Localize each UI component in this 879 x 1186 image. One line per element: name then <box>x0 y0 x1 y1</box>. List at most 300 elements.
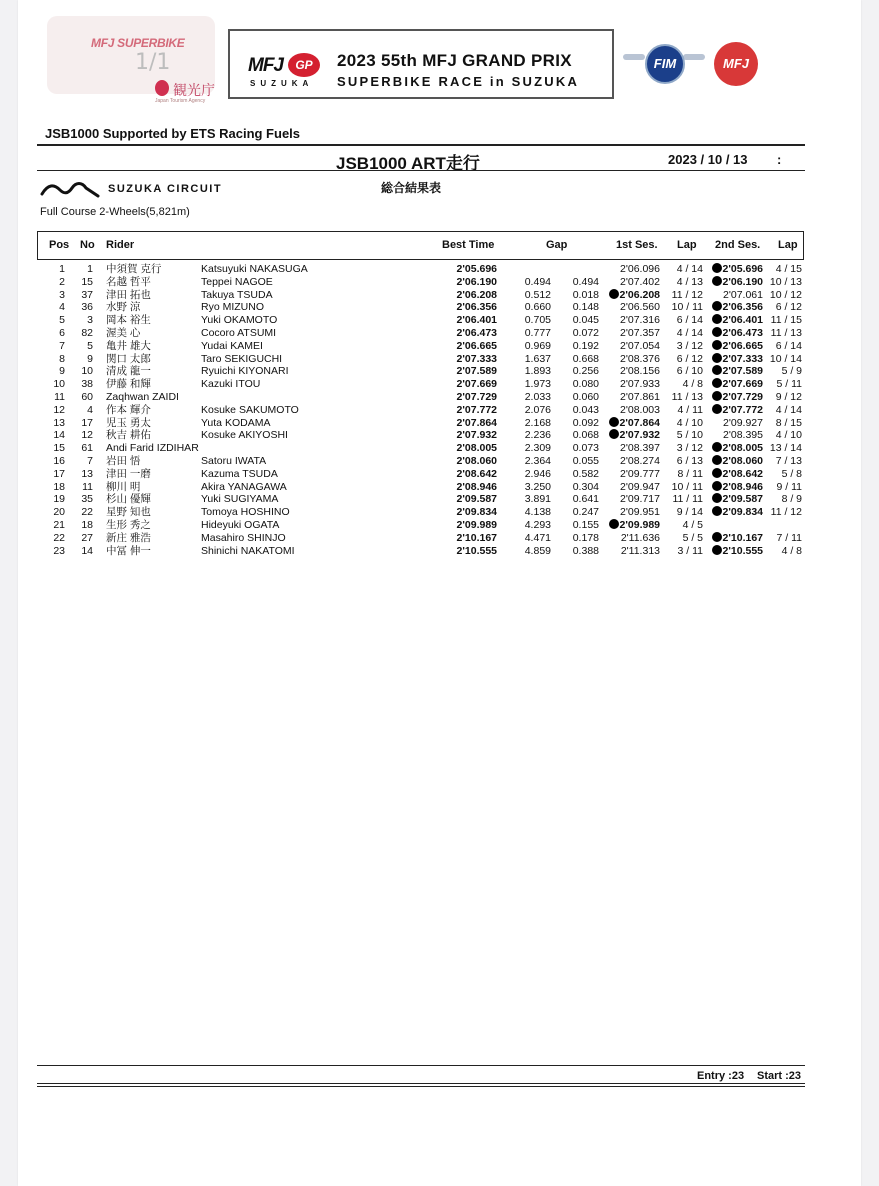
cell-pos: 9 <box>59 365 65 378</box>
cell-2nd-session <box>705 378 763 391</box>
cell-pos: 8 <box>59 352 65 365</box>
cell-lap-2: 11 / 12 <box>770 506 802 519</box>
col-best-time: Best Time <box>442 239 495 251</box>
table-row <box>0 353 879 366</box>
cell-1st-session <box>602 429 660 442</box>
tourism-agency-icon <box>155 80 169 96</box>
cell-2nd-session <box>705 532 763 545</box>
circuit-map-icon <box>40 178 104 202</box>
cell-pos: 1 <box>59 263 65 275</box>
superbike-logo: MFJ SUPERBIKE <box>91 36 185 50</box>
cell-rider-jp: 津田 拓也 <box>106 288 151 301</box>
cell-lap-2: 5 / 9 <box>781 365 802 378</box>
cell-best-time: 2'09.587 <box>456 493 497 506</box>
cell-interval: 0.494 <box>572 275 599 288</box>
cell-rider-jp: 渥美 心 <box>106 327 141 339</box>
cell-best-time: 2'07.932 <box>456 429 497 442</box>
col-lap-1: Lap <box>677 239 697 251</box>
cell-lap-1: 10 / 11 <box>671 480 703 493</box>
cell-interval: 0.178 <box>572 531 599 544</box>
fastest-lap-time: 2'10.555 <box>722 544 763 557</box>
cell-1st-session: 2'09.717 <box>620 493 660 506</box>
cell-interval: 0.582 <box>572 467 599 480</box>
cell-no: 7 <box>87 455 93 467</box>
cell-1st-session: 2'06.096 <box>620 263 660 275</box>
cell-no: 10 <box>81 365 93 378</box>
divider <box>37 1086 805 1087</box>
table-row <box>0 442 879 455</box>
cell-pos: 2 <box>59 275 65 288</box>
fastest-lap-time: 2'07.729 <box>722 391 763 403</box>
cell-1st-session: 2'09.951 <box>620 506 660 519</box>
cell-lap-1: 11 / 11 <box>672 493 703 506</box>
cell-lap-1: 11 / 13 <box>671 391 703 403</box>
fastest-lap-time: 2'08.060 <box>722 455 763 467</box>
mfj-gp-logo <box>248 51 322 87</box>
cell-best-time: 2'08.005 <box>456 442 497 455</box>
cell-best-time: 2'08.946 <box>456 480 497 493</box>
cell-lap-1: 3 / 12 <box>676 339 703 352</box>
cell-lap-2: 10 / 13 <box>769 275 802 288</box>
col-gap: Gap <box>546 239 568 251</box>
course-info: Full Course 2-Wheels(5,821m) <box>40 206 190 218</box>
cell-2nd-session <box>705 506 763 519</box>
cell-pos: 12 <box>53 403 65 416</box>
cell-2nd-session <box>705 301 763 314</box>
cell-1st-session: 2'11.313 <box>620 544 660 557</box>
cell-rider-en: Yuta KODAMA <box>201 416 271 429</box>
fastest-lap-time: 2'07.589 <box>722 365 763 378</box>
fastest-lap-marker-icon <box>712 340 722 350</box>
cell-gap: 4.471 <box>524 531 551 544</box>
cell-interval: 0.018 <box>572 288 599 301</box>
cell-interval: 0.148 <box>572 301 599 314</box>
cell-gap: 2.168 <box>524 416 551 429</box>
cell-best-time: 2'10.167 <box>456 531 497 544</box>
cell-best-time: 2'07.333 <box>456 352 497 365</box>
cell-no: 61 <box>81 442 93 455</box>
cell-rider-jp: 児玉 勇太 <box>106 416 151 429</box>
suzuka-wordmark: SUZUKA <box>250 79 314 88</box>
fastest-lap-marker-icon <box>609 289 619 299</box>
cell-no: 4 <box>87 403 93 416</box>
fastest-lap-time: 2'08.946 <box>722 480 763 493</box>
cell-rider-en: Katsuyuki NAKASUGA <box>201 263 308 275</box>
cell-best-time: 2'07.589 <box>456 365 497 378</box>
cell-2nd-session <box>705 276 763 289</box>
fastest-lap-time: 2'06.208 <box>619 288 660 301</box>
cell-no: 5 <box>87 339 93 352</box>
table-row <box>0 493 879 506</box>
results-subtitle: 総合結果表 <box>381 181 442 195</box>
cell-interval: 0.668 <box>572 352 599 365</box>
cell-lap-1: 6 / 14 <box>676 314 703 327</box>
cell-rider-jp: 津田 一磨 <box>106 467 151 480</box>
cell-2nd-session <box>705 263 763 276</box>
cell-best-time: 2'06.665 <box>456 339 497 352</box>
cell-2nd-session <box>705 353 763 366</box>
fastest-lap-time: 2'09.587 <box>722 493 763 506</box>
cell-interval: 0.072 <box>572 327 599 339</box>
cell-pos: 23 <box>53 544 65 557</box>
cell-no: 82 <box>81 327 93 339</box>
cell-interval: 0.055 <box>572 455 599 467</box>
cell-gap: 2.076 <box>524 403 551 416</box>
cell-best-time: 2'06.208 <box>456 288 497 301</box>
cell-lap-2: 4 / 8 <box>781 544 802 557</box>
cell-1st-session: 2'06.560 <box>620 301 660 314</box>
col-no: No <box>80 239 95 251</box>
divider <box>37 170 805 171</box>
sponsor-banner <box>47 16 215 104</box>
cell-2nd-session <box>705 468 763 481</box>
cell-lap-1: 4 / 13 <box>676 275 703 288</box>
cell-lap-1: 6 / 10 <box>676 365 703 378</box>
cell-2nd-session <box>705 391 763 404</box>
cell-gap: 0.705 <box>524 314 551 327</box>
cell-lap-1: 8 / 11 <box>677 467 703 480</box>
fastest-lap-marker-icon <box>712 404 722 414</box>
cell-best-time: 2'05.696 <box>456 263 497 275</box>
cell-lap-2: 4 / 10 <box>775 429 802 442</box>
cell-pos: 22 <box>53 531 65 544</box>
cell-best-time: 2'06.190 <box>456 275 497 288</box>
cell-lap-1: 3 / 11 <box>677 544 703 557</box>
divider <box>37 144 805 146</box>
fastest-lap-marker-icon <box>609 417 619 427</box>
cell-pos: 5 <box>59 314 65 327</box>
cell-lap-2: 11 / 15 <box>770 314 802 327</box>
cell-interval: 0.080 <box>572 378 599 391</box>
cell-lap-1: 4 / 8 <box>682 378 703 391</box>
cell-lap-1: 11 / 12 <box>671 288 703 301</box>
fastest-lap-marker-icon <box>712 378 722 388</box>
cell-rider-en: Kosuke AKIYOSHI <box>201 429 288 442</box>
cell-1st-session: 2'07.054 <box>620 339 660 352</box>
table-row <box>0 327 879 340</box>
entry-count: Entry :23 <box>697 1070 745 1082</box>
cell-no: 3 <box>87 314 93 327</box>
cell-no: 15 <box>81 275 93 288</box>
cell-lap-1: 6 / 13 <box>676 455 703 467</box>
cell-rider-jp: 作本 輝介 <box>106 403 151 416</box>
fastest-lap-marker-icon <box>712 391 722 401</box>
cell-rider-en: Taro SEKIGUCHI <box>201 352 283 365</box>
table-row <box>0 340 879 353</box>
cell-rider-en: Yuki OKAMOTO <box>201 314 278 327</box>
cell-gap: 4.138 <box>524 506 551 519</box>
tourism-agency-label: 観光庁 <box>173 82 215 98</box>
table-row <box>0 289 879 302</box>
cell-gap: 2.236 <box>524 429 551 442</box>
cell-1st-session: 2'07.357 <box>620 327 660 339</box>
cell-rider-en: Kosuke SAKUMOTO <box>201 403 299 416</box>
cell-interval: 0.092 <box>572 416 599 429</box>
table-row <box>0 391 879 404</box>
fastest-lap-time: 2'07.333 <box>722 352 763 365</box>
cell-best-time: 2'07.669 <box>456 378 497 391</box>
cell-interval: 0.043 <box>572 403 599 416</box>
session-date: 2023 / 10 / 13 <box>668 152 748 167</box>
fastest-lap-marker-icon <box>712 327 722 337</box>
fastest-lap-marker-icon <box>712 468 722 478</box>
cell-interval: 0.060 <box>572 391 599 403</box>
table-row <box>0 506 879 519</box>
cell-1st-session: 2'07.316 <box>620 314 660 327</box>
cell-rider-jp: 星野 知也 <box>106 506 151 519</box>
cell-pos: 18 <box>53 480 65 493</box>
cell-no: 1 <box>87 263 93 275</box>
fastest-lap-marker-icon <box>712 442 722 452</box>
cell-gap: 3.250 <box>524 480 551 493</box>
cell-rider-jp: 秋吉 耕佑 <box>106 429 151 442</box>
fastest-lap-time: 2'06.473 <box>722 327 763 339</box>
cell-no: 14 <box>81 544 93 557</box>
cell-rider-en: Tomoya HOSHINO <box>201 506 290 519</box>
cell-lap-2: 8 / 15 <box>775 416 802 429</box>
fastest-lap-time: 2'10.167 <box>722 531 763 544</box>
cell-rider-jp: 新庄 雅浩 <box>106 531 151 544</box>
cell-lap-2: 7 / 11 <box>776 531 802 544</box>
fim-logo <box>623 44 705 84</box>
cell-rider-jp: 水野 涼 <box>106 301 141 314</box>
cell-lap-2: 11 / 13 <box>770 327 802 339</box>
cell-2nd-session <box>705 442 763 455</box>
table-row <box>0 263 879 276</box>
cell-pos: 3 <box>59 288 65 301</box>
cell-pos: 19 <box>53 493 65 506</box>
page-indicator: 1/1 <box>135 50 171 75</box>
fastest-lap-marker-icon <box>712 545 722 555</box>
cell-interval: 0.068 <box>572 429 599 442</box>
cell-gap: 2.946 <box>524 467 551 480</box>
cell-lap-1: 4 / 10 <box>676 416 703 429</box>
cell-rider-jp: 亀井 雄大 <box>106 339 151 352</box>
cell-2nd-session <box>705 404 763 417</box>
cell-no: 60 <box>81 391 93 403</box>
session-time: : <box>777 152 782 167</box>
cell-1st-session: 2'08.156 <box>620 365 660 378</box>
cell-gap: 0.777 <box>524 327 551 339</box>
fastest-lap-marker-icon <box>712 276 722 286</box>
table-row <box>0 378 879 391</box>
cell-rider-en: Kazuma TSUDA <box>201 467 278 480</box>
cell-lap-2: 10 / 14 <box>769 352 802 365</box>
fastest-lap-time: 2'05.696 <box>722 263 763 275</box>
cell-pos: 10 <box>53 378 65 391</box>
cell-no: 38 <box>81 378 93 391</box>
table-row <box>0 481 879 494</box>
cell-rider-jp: 名越 哲平 <box>106 275 151 288</box>
cell-best-time: 2'08.060 <box>456 455 497 467</box>
cell-rider-en: Ryo MIZUNO <box>201 301 264 314</box>
cell-interval: 0.155 <box>572 519 599 531</box>
cell-rider-jp: 清成 龍一 <box>106 365 151 378</box>
cell-lap-2: 8 / 9 <box>781 493 802 506</box>
cell-gap: 1.973 <box>524 378 551 391</box>
cell-gap: 4.859 <box>524 544 551 557</box>
cell-gap: 0.660 <box>524 301 551 314</box>
cell-2nd-session <box>705 481 763 494</box>
cell-rider-en: Hideyuki OGATA <box>201 519 280 531</box>
col-pos: Pos <box>49 239 70 251</box>
cell-pos: 6 <box>59 327 65 339</box>
cell-2nd-session <box>705 365 763 378</box>
cell-lap-2: 9 / 12 <box>775 391 802 403</box>
cell-rider-jp: Zaqhwan ZAIDI <box>106 391 179 403</box>
table-row <box>0 532 879 545</box>
cell-rider-jp: 岡本 裕生 <box>106 314 151 327</box>
cell-1st-session <box>602 417 660 430</box>
cell-1st-session <box>602 289 660 302</box>
fastest-lap-time: 2'07.669 <box>722 378 763 391</box>
cell-best-time: 2'08.642 <box>456 467 497 480</box>
cell-no: 13 <box>81 467 93 480</box>
cell-interval: 0.256 <box>572 365 599 378</box>
cell-lap-1: 3 / 12 <box>676 442 703 455</box>
cell-gap: 0.969 <box>524 339 551 352</box>
cell-gap: 0.494 <box>524 275 551 288</box>
fastest-lap-marker-icon <box>609 519 619 529</box>
cell-lap-1: 5 / 10 <box>676 429 703 442</box>
fastest-lap-time: 2'07.864 <box>619 416 660 429</box>
cell-rider-jp: 伊藤 和輝 <box>106 378 151 391</box>
cell-2nd-session: 2'09.927 <box>723 416 763 429</box>
event-banner <box>228 29 614 99</box>
cell-lap-2: 9 / 11 <box>776 480 802 493</box>
fastest-lap-marker-icon <box>712 481 722 491</box>
fastest-lap-time: 2'07.932 <box>619 429 660 442</box>
cell-2nd-session <box>705 314 763 327</box>
fastest-lap-marker-icon <box>712 493 722 503</box>
cell-rider-en: Yuki SUGIYAMA <box>201 493 279 506</box>
cell-pos: 14 <box>53 429 65 442</box>
col-1st-session: 1st Ses. <box>616 239 658 251</box>
fim-badge: FIM <box>645 44 685 84</box>
cell-2nd-session <box>705 493 763 506</box>
banner-line-2: SUPERBIKE RACE in SUZUKA <box>337 74 580 89</box>
cell-rider-en: Cocoro ATSUMI <box>201 327 277 339</box>
fastest-lap-time: 2'09.989 <box>619 519 660 531</box>
fastest-lap-time: 2'07.772 <box>722 403 763 416</box>
fastest-lap-marker-icon <box>712 455 722 465</box>
cell-interval: 0.304 <box>572 480 599 493</box>
cell-rider-jp: 柳川 明 <box>106 480 141 493</box>
cell-1st-session: 2'08.003 <box>620 403 660 416</box>
cell-gap: 2.364 <box>524 455 551 467</box>
cell-gap: 2.309 <box>524 442 551 455</box>
cell-1st-session: 2'08.376 <box>620 352 660 365</box>
fastest-lap-time: 2'08.642 <box>722 467 763 480</box>
page-title: JSB1000 ART走行 <box>336 154 480 173</box>
cell-lap-1: 9 / 14 <box>676 506 703 519</box>
divider <box>37 1065 805 1066</box>
cell-1st-session: 2'07.402 <box>620 275 660 288</box>
fim-wing-right <box>683 54 705 60</box>
fastest-lap-time: 2'06.356 <box>722 301 763 314</box>
cell-best-time: 2'06.356 <box>456 301 497 314</box>
fastest-lap-marker-icon <box>712 301 722 311</box>
cell-no: 12 <box>81 429 93 442</box>
cell-rider-jp: 岩田 悟 <box>106 455 141 467</box>
cell-2nd-session <box>705 340 763 353</box>
cell-interval: 0.388 <box>572 544 599 557</box>
fastest-lap-time: 2'08.005 <box>722 442 763 455</box>
cell-rider-en: Takuya TSUDA <box>201 288 273 301</box>
fastest-lap-time: 2'06.665 <box>722 339 763 352</box>
cell-rider-en: Shinichi NAKATOMI <box>201 544 295 557</box>
mfj-gp-logo-text: MFJ <box>248 55 283 76</box>
cell-1st-session: 2'11.636 <box>620 531 660 544</box>
fastest-lap-marker-icon <box>712 263 722 273</box>
table-row <box>0 276 879 289</box>
cell-lap-2: 10 / 12 <box>769 288 802 301</box>
table-row <box>0 365 879 378</box>
cell-best-time: 2'06.401 <box>456 314 497 327</box>
cell-2nd-session: 2'07.061 <box>723 288 763 301</box>
cell-lap-2: 5 / 11 <box>776 378 802 391</box>
divider <box>37 1083 805 1084</box>
table-row <box>0 429 879 442</box>
cell-best-time: 2'09.834 <box>456 506 497 519</box>
cell-rider-en: Teppei NAGOE <box>201 275 273 288</box>
cell-lap-2: 6 / 12 <box>775 301 802 314</box>
fastest-lap-marker-icon <box>609 429 619 439</box>
cell-rider-jp: 中須賀 克行 <box>106 263 162 275</box>
tourism-agency-english: Japan Tourism Agency <box>155 98 206 104</box>
cell-pos: 20 <box>53 506 65 519</box>
cell-no: 9 <box>87 352 93 365</box>
banner-line-1: 2023 55th MFJ GRAND PRIX <box>337 51 572 70</box>
col-2nd-session: 2nd Ses. <box>715 239 761 251</box>
cell-rider-en: Akira YANAGAWA <box>201 480 287 493</box>
cell-best-time: 2'07.729 <box>456 391 497 403</box>
cell-no: 18 <box>81 519 93 531</box>
cell-rider-en: Ryuichi KIYONARI <box>201 365 289 378</box>
cell-interval: 0.045 <box>572 314 599 327</box>
cell-rider-jp: Andi Farid IZDIHAR <box>106 442 199 455</box>
cell-gap: 1.637 <box>524 352 551 365</box>
cell-no: 37 <box>81 288 93 301</box>
start-count: Start :23 <box>757 1070 802 1082</box>
cell-pos: 15 <box>53 442 65 455</box>
fim-wing-left <box>623 54 645 60</box>
cell-no: 36 <box>81 301 93 314</box>
series-title: JSB1000 Supported by ETS Racing Fuels <box>45 126 301 141</box>
fastest-lap-marker-icon <box>712 532 722 542</box>
cell-best-time: 2'09.989 <box>456 519 497 531</box>
cell-lap-2: 4 / 15 <box>775 263 802 275</box>
cell-rider-jp: 中冨 伸一 <box>106 544 151 557</box>
cell-no: 22 <box>81 506 93 519</box>
cell-pos: 4 <box>59 301 65 314</box>
cell-interval: 0.073 <box>572 442 599 455</box>
cell-pos: 21 <box>53 519 65 531</box>
cell-best-time: 2'07.864 <box>456 416 497 429</box>
cell-interval: 0.192 <box>572 339 599 352</box>
cell-rider-en: Yudai KAMEI <box>201 339 263 352</box>
table-row <box>0 314 879 327</box>
mfj-logo: MFJ <box>714 42 758 86</box>
cell-lap-2: 5 / 8 <box>781 467 802 480</box>
cell-2nd-session <box>705 545 763 558</box>
cell-pos: 11 <box>54 391 65 403</box>
cell-1st-session: 2'09.947 <box>620 480 660 493</box>
cell-2nd-session: 2'08.395 <box>723 429 763 442</box>
table-row <box>0 519 879 532</box>
cell-rider-en: Kazuki ITOU <box>201 378 261 391</box>
cell-2nd-session <box>705 455 763 468</box>
